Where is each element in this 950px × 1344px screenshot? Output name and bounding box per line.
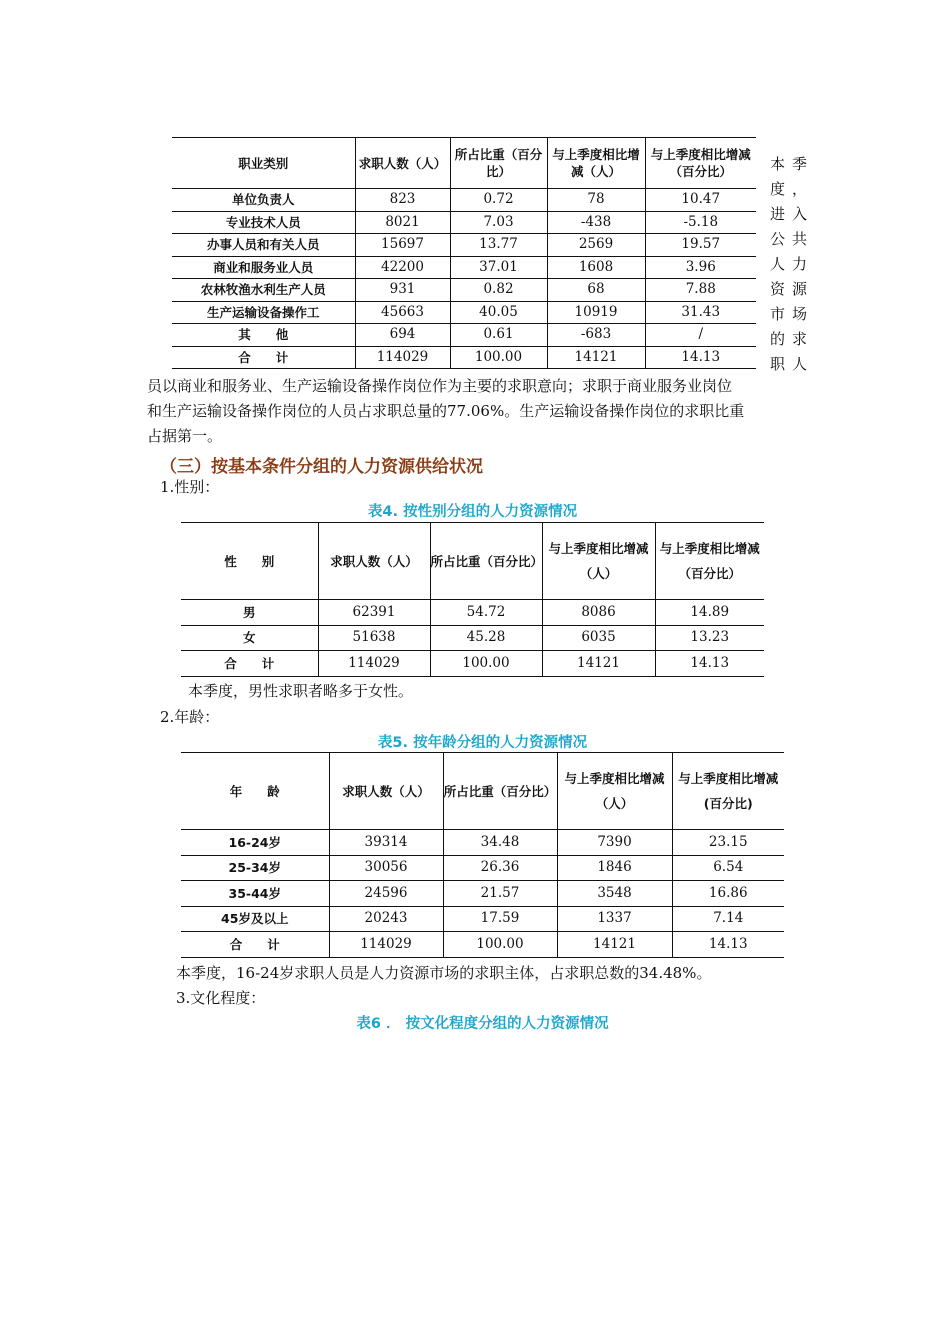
age-table bbox=[181, 752, 784, 958]
table-row: 生产运输设备操作工 45663 40.05 10919 31.43 bbox=[172, 301, 756, 324]
table-row: 男 62391 54.72 8086 14.89 bbox=[181, 600, 764, 626]
header-gender: 性 别 bbox=[181, 523, 318, 600]
header-change-percent: 与上季度相比增减(百分比) bbox=[672, 753, 784, 830]
table-row: 25-34岁 30056 26.36 1846 6.54 bbox=[181, 855, 784, 881]
table-row: 单位负责人 823 0.72 78 10.47 bbox=[172, 189, 756, 212]
note-age: 本季度，16-24岁求职人员是人力资源市场的求职主体，占求职总数的34.48%。 bbox=[176, 964, 712, 982]
header-job-seekers: 求职人数（人） bbox=[355, 138, 450, 189]
header-change-count: 与上季度相比增减（人） bbox=[557, 753, 672, 830]
paragraph-line: 员以商业和服务业、生产运输设备操作岗位作为主要的求职意向；求职于商业服务业岗位 bbox=[147, 377, 733, 395]
table4-caption: 表4. 按性别分组的人力资源情况 bbox=[367, 504, 578, 520]
paragraph-line: 占据第一。 bbox=[147, 427, 223, 445]
paragraph-line: 和生产运输设备操作岗位的人员占求职总量的77.06%。生产运输设备操作岗位的求职比重 bbox=[147, 402, 745, 420]
header-change-count: 与上季度相比增减（人） bbox=[547, 138, 645, 189]
table-row: 商业和服务业人员 42200 37.01 1608 3.96 bbox=[172, 256, 756, 279]
header-share: 所占比重（百分比） bbox=[450, 138, 547, 189]
section-heading: （三）按基本条件分组的人力资源供给状况 bbox=[160, 457, 483, 477]
header-share: 所占比重（百分比） bbox=[443, 753, 557, 830]
table-row: 合 计 114029 100.00 14121 14.13 bbox=[181, 651, 764, 677]
header-occupation: 职业类别 bbox=[172, 138, 355, 189]
header-change-count: 与上季度相比增减（人） bbox=[542, 523, 655, 600]
table-row: 办事人员和有关人员 15697 13.77 2569 19.57 bbox=[172, 234, 756, 257]
occupation-table bbox=[172, 137, 756, 369]
table-row: 女 51638 45.28 6035 13.23 bbox=[181, 625, 764, 651]
header-age: 年 龄 bbox=[181, 753, 329, 830]
table-row: 其 他 694 0.61 -683 / bbox=[172, 324, 756, 347]
table-row: 专业技术人员 8021 7.03 -438 -5.18 bbox=[172, 211, 756, 234]
table-row: 合 计 114029 100.00 14121 14.13 bbox=[172, 346, 756, 369]
subheading-education: 3.文化程度： bbox=[176, 989, 266, 1007]
table-row: 16-24岁 39314 34.48 7390 23.15 bbox=[181, 830, 784, 856]
header-share: 所占比重（百分比） bbox=[430, 523, 542, 600]
header-job-seekers: 求职人数（人） bbox=[318, 523, 430, 600]
subheading-age: 2.年龄： bbox=[160, 708, 220, 726]
table-row: 农林牧渔水利生产人员 931 0.82 68 7.88 bbox=[172, 279, 756, 302]
subheading-gender: 1.性别： bbox=[160, 478, 220, 496]
header-change-percent: 与上季度相比增减（百分比） bbox=[655, 523, 764, 600]
table-row: 45岁及以上 20243 17.59 1337 7.14 bbox=[181, 906, 784, 932]
table5-caption: 表5. 按年龄分组的人力资源情况 bbox=[377, 735, 588, 751]
note-gender: 本季度，男性求职者略多于女性。 bbox=[188, 682, 414, 700]
header-job-seekers: 求职人数（人） bbox=[329, 753, 443, 830]
header-change-percent: 与上季度相比增减 （百分比） bbox=[645, 138, 756, 189]
table-row: 合 计 114029 100.00 14121 14.13 bbox=[181, 932, 784, 958]
gender-table bbox=[181, 522, 764, 677]
table-row: 35-44岁 24596 21.57 3548 16.86 bbox=[181, 881, 784, 907]
table6-caption: 表6 ． 按文化程度分组的人力资源情况 bbox=[356, 1016, 609, 1032]
side-paragraph: 本季度，进入公共人力资源市场的求职人 bbox=[770, 155, 808, 373]
